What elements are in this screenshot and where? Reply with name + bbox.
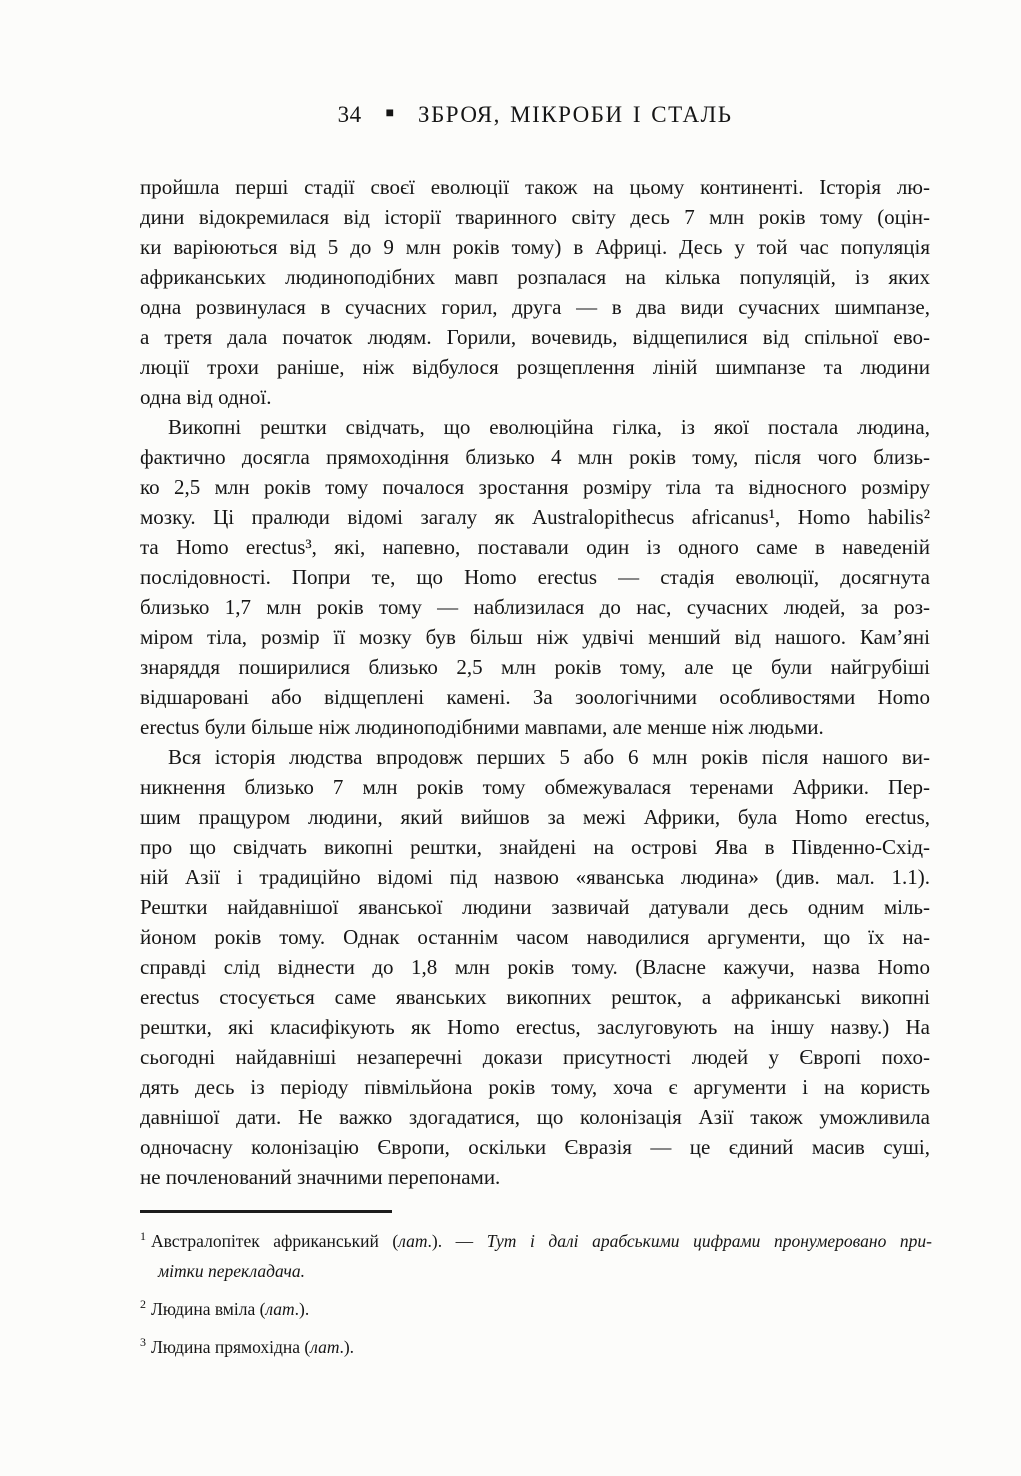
text-line: африканських людиноподібних мавп розпалася на кілька популяцій, із яких <box>140 265 930 289</box>
text-line: одночасну колонізацію Європи, оскільки Євразія — це єдиний масив суші, <box>140 1135 930 1159</box>
text-line: знаряддя поширилися близько 2,5 млн років тому, але це були найгрубіші <box>140 655 930 679</box>
footnote-line <box>140 1332 932 1362</box>
text-line: близько 1,7 млн років тому — наблизилася до нас, сучасних людей, за роз- <box>140 595 930 619</box>
footnote-marker: 3 <box>140 1335 146 1350</box>
footnote-text-segment: Тут і далі арабськими цифрами пронумеровано при- <box>486 1231 932 1251</box>
square-bullet-icon: ■ <box>385 106 395 121</box>
footnote-line <box>140 1256 932 1286</box>
text-line: послідовності. Попри те, що Homo erectus — стадія еволюції, досягнута <box>140 565 930 589</box>
footnote-text-segment: лат <box>310 1337 340 1357</box>
footnote-text-segment: .). — <box>427 1231 487 1251</box>
footnote-text-segment: лат <box>398 1231 428 1251</box>
text-line: фактично досягла прямоходіння близько 4 млн років тому, після чого близь- <box>140 445 930 469</box>
text-line: ній Азії і традиційно відомі під назвою «яванська людина» (див. мал. 1.1). <box>140 865 930 889</box>
text-line: никнення близько 7 млн років тому обмежувалася теренами Африки. Пер- <box>140 775 930 799</box>
text-line: пройшла перші стадії своєї еволюції також на цьому континенті. Історія лю- <box>140 175 930 199</box>
text-line: шим пращуром людини, який вийшов за межі Африки, була Homo erectus, <box>140 805 930 829</box>
paragraph <box>140 412 930 742</box>
paragraph <box>140 742 930 1192</box>
text-line: відшаровані або відщеплені камені. За зоологічними особливостями Homo <box>140 685 930 709</box>
text-line: дини відокремилася від історії тваринного світу десь 7 млн років тому (оцін- <box>140 205 930 229</box>
footnote-text-segment: мітки перекладача. <box>158 1261 305 1281</box>
page-header <box>140 101 930 129</box>
footnotes <box>140 1226 932 1370</box>
text-line: одна розвинулася в сучасних горил, друга — в два види сучасних шимпанзе, <box>140 295 930 319</box>
footnote <box>140 1294 932 1324</box>
text-line: одна від одної. <box>140 385 272 409</box>
footnote <box>140 1332 932 1362</box>
text-line: йоном років тому. Однак останнім часом наводилися аргументи, що їх на- <box>140 925 930 949</box>
text-line: рештки, які класифікують як Homo erectus, заслуговують на іншу назву.) На <box>140 1015 930 1039</box>
text-line: сьогодні найдавніші незаперечні докази присутності людей у Європі похо- <box>140 1045 930 1069</box>
text-line: давнішої дати. Не важко здогадатися, що колонізація Азії також уможливила <box>140 1105 930 1129</box>
footnote-marker: 1 <box>140 1229 146 1244</box>
page-number: 34 <box>337 102 362 127</box>
footnote-text-segment: лат <box>265 1299 295 1319</box>
text-line: дять десь із періоду півмільйона років тому, хоча є аргументи і на користь <box>140 1075 930 1099</box>
text-line: ко 2,5 млн років тому почалося зростання розміру тіла та відносного розміру <box>140 475 930 499</box>
text-line: не почленований значними перепонами. <box>140 1165 501 1189</box>
book-title: ЗБРОЯ, МІКРОБИ І СТАЛЬ <box>418 102 733 127</box>
text-line: Рештки найдавнішої яванської людини зазвичай датували десь одним міль- <box>140 895 930 919</box>
text-line: Викопні рештки свідчать, що еволюційна гілка, із якої постала людина, <box>168 415 930 439</box>
footnote-text-segment: .). <box>339 1337 355 1357</box>
footnote-text-segment: .). <box>294 1299 310 1319</box>
text-line: люції трохи раніше, ніж відбулося розщеплення ліній шимпанзе та людини <box>140 355 930 379</box>
footnote-text-segment: Австралопітек африканський ( <box>151 1231 399 1251</box>
text-line: Вся історія людства впродовж перших 5 або 6 млн років після нашого ви- <box>168 745 930 769</box>
text-line: ки варіюються від 5 до 9 млн років тому) в Африці. Десь у той час популяція <box>140 235 930 259</box>
paragraph <box>140 172 930 412</box>
footnote-text-segment: Людина прямохідна ( <box>151 1337 311 1357</box>
page-body <box>140 172 930 1192</box>
footnote-marker: 2 <box>140 1297 146 1312</box>
footnote-text-segment: Людина вміла ( <box>151 1299 266 1319</box>
text-line: справді слід віднести до 1,8 млн років тому. (Власне кажучи, назва Homo <box>140 955 930 979</box>
text-line: про що свідчать викопні рештки, знайдені на острові Ява в Південно-Схід- <box>140 835 930 859</box>
text-line: erectus стосується саме яванських викопних решток, а африканські викопні <box>140 985 930 1009</box>
footnote-separator <box>140 1210 392 1213</box>
text-line: міром тіла, розмір її мозку був більш ніж удвічі менший від нашого. Кам’яні <box>140 625 930 649</box>
text-line: та Homo erectus³, які, напевно, поставали один із одного саме в наведеній <box>140 535 930 559</box>
footnote-line <box>140 1226 932 1256</box>
text-line: erectus були більше ніж людиноподібними мавпами, але менше ніж людьми. <box>140 715 824 739</box>
footnote-line <box>140 1294 932 1324</box>
text-line: а третя дала початок людям. Горили, вочевидь, відщепилися від спільної ево- <box>140 325 930 349</box>
footnote <box>140 1226 932 1286</box>
text-line: мозку. Ці пралюди відомі загалу як Australopithecus africanus¹, Homo habilis² <box>140 505 930 529</box>
